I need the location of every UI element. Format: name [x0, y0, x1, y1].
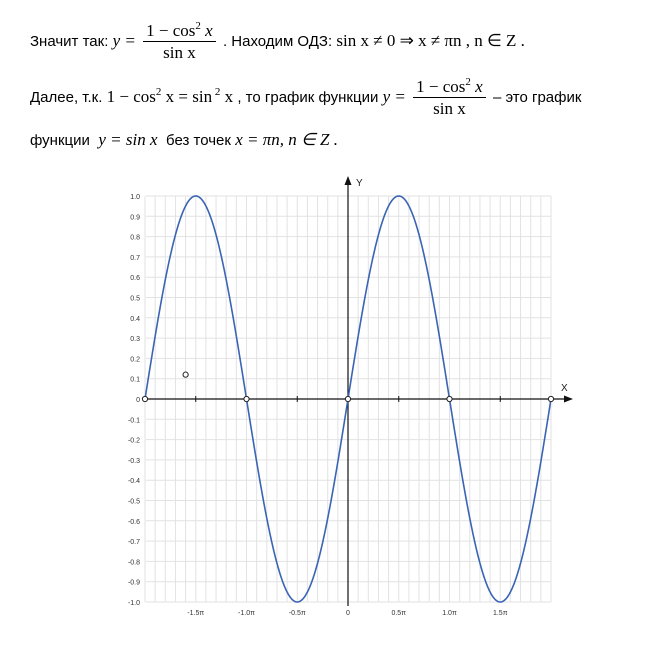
line1-after-frac: . Находим ОДЗ: [222, 32, 333, 50]
line2-mid: , то график функции [237, 88, 379, 106]
line2-frac-den: sin x [433, 99, 466, 118]
y-tick-label: 0.2 [130, 356, 140, 364]
line2-tail: – это график [492, 88, 582, 106]
y-tick-label: -0.7 [127, 539, 140, 547]
y-tick-label: -0.4 [127, 478, 140, 486]
line2-frac-num-exp: 2 [465, 76, 471, 88]
y-tick-label: 0.6 [130, 275, 140, 283]
line2-id-b: x = sin [161, 86, 213, 106]
line1-frac-num-b: x [200, 21, 213, 40]
y-tick-label: 0.7 [130, 254, 140, 262]
line2-frac-num-a: 1 − cos [416, 77, 466, 96]
line2-id-exp2: 2 [212, 85, 221, 98]
line2-eq-lhs: y = [382, 86, 406, 106]
line1-frac-den: sin x [163, 43, 196, 62]
line1-eq-lhs: y = [112, 30, 136, 50]
x-axis-arrow [564, 396, 573, 403]
y-tick-label: 0.9 [130, 214, 140, 222]
x-tick-label: 0.5π [391, 610, 407, 617]
stray-open-point [183, 372, 188, 377]
x-tick-label: -1.0π [238, 610, 255, 617]
y-tick-labels [128, 194, 140, 607]
line3-lead: функции [30, 132, 90, 149]
y-tick-label: -0.3 [127, 457, 140, 465]
line2-id-c: x [220, 86, 234, 106]
y-axis-arrow [345, 176, 352, 185]
y-tick-label: -0.5 [127, 498, 140, 506]
y-tick-label: -0.2 [127, 437, 140, 445]
excluded-point [548, 396, 553, 401]
excluded-point [142, 396, 147, 401]
line2-id-a: 1 − cos [106, 86, 156, 106]
line1-lead: Значит так: [30, 32, 109, 50]
y-tick-label: 0.3 [130, 336, 140, 344]
y-tick-label: 0.4 [130, 315, 140, 323]
y-tick-label: 0.8 [130, 234, 140, 242]
x-tick-labels [187, 610, 507, 617]
y-tick-label: -0.9 [127, 579, 140, 587]
y-tick-label: -0.6 [127, 518, 140, 526]
y-axis-label: Y [356, 178, 363, 189]
x-axis-label: X [561, 383, 568, 394]
excluded-point [244, 396, 249, 401]
x-tick-label: -1.5π [187, 610, 205, 617]
x-tick-label: -0.5π [288, 610, 306, 617]
y-tick-label: 1.0 [130, 194, 140, 201]
excluded-point [345, 396, 350, 401]
y-tick-label: 0.5 [130, 295, 140, 303]
line2-lead: Далее, т.к. [30, 88, 103, 106]
y-tick-label: -1.0 [127, 600, 140, 607]
line2-frac-num-b: x [470, 77, 483, 96]
x-tick-label: 0 [346, 610, 350, 617]
line3-mid: без точек [166, 132, 231, 149]
line1-frac-num-a: 1 − cos [146, 21, 196, 40]
line1-odz: sin x ≠ 0 ⇒ x ≠ πn , n ∈ Z . [336, 30, 525, 50]
line3-eq: y = sin x [98, 130, 158, 149]
x-tick-label: 1.0π [442, 610, 457, 617]
y-tick-label: 0 [136, 397, 140, 404]
line1-frac-num-exp: 2 [195, 20, 201, 32]
y-tick-label: 0.1 [130, 376, 140, 384]
excluded-point [447, 396, 452, 401]
y-tick-label: -0.8 [127, 559, 140, 567]
line3-points: x = πn, n ∈ Z . [235, 130, 338, 149]
line2-id-exp1: 2 [155, 85, 162, 98]
x-tick-label: 1.5π [492, 610, 508, 617]
y-tick-label: -0.1 [127, 417, 140, 425]
